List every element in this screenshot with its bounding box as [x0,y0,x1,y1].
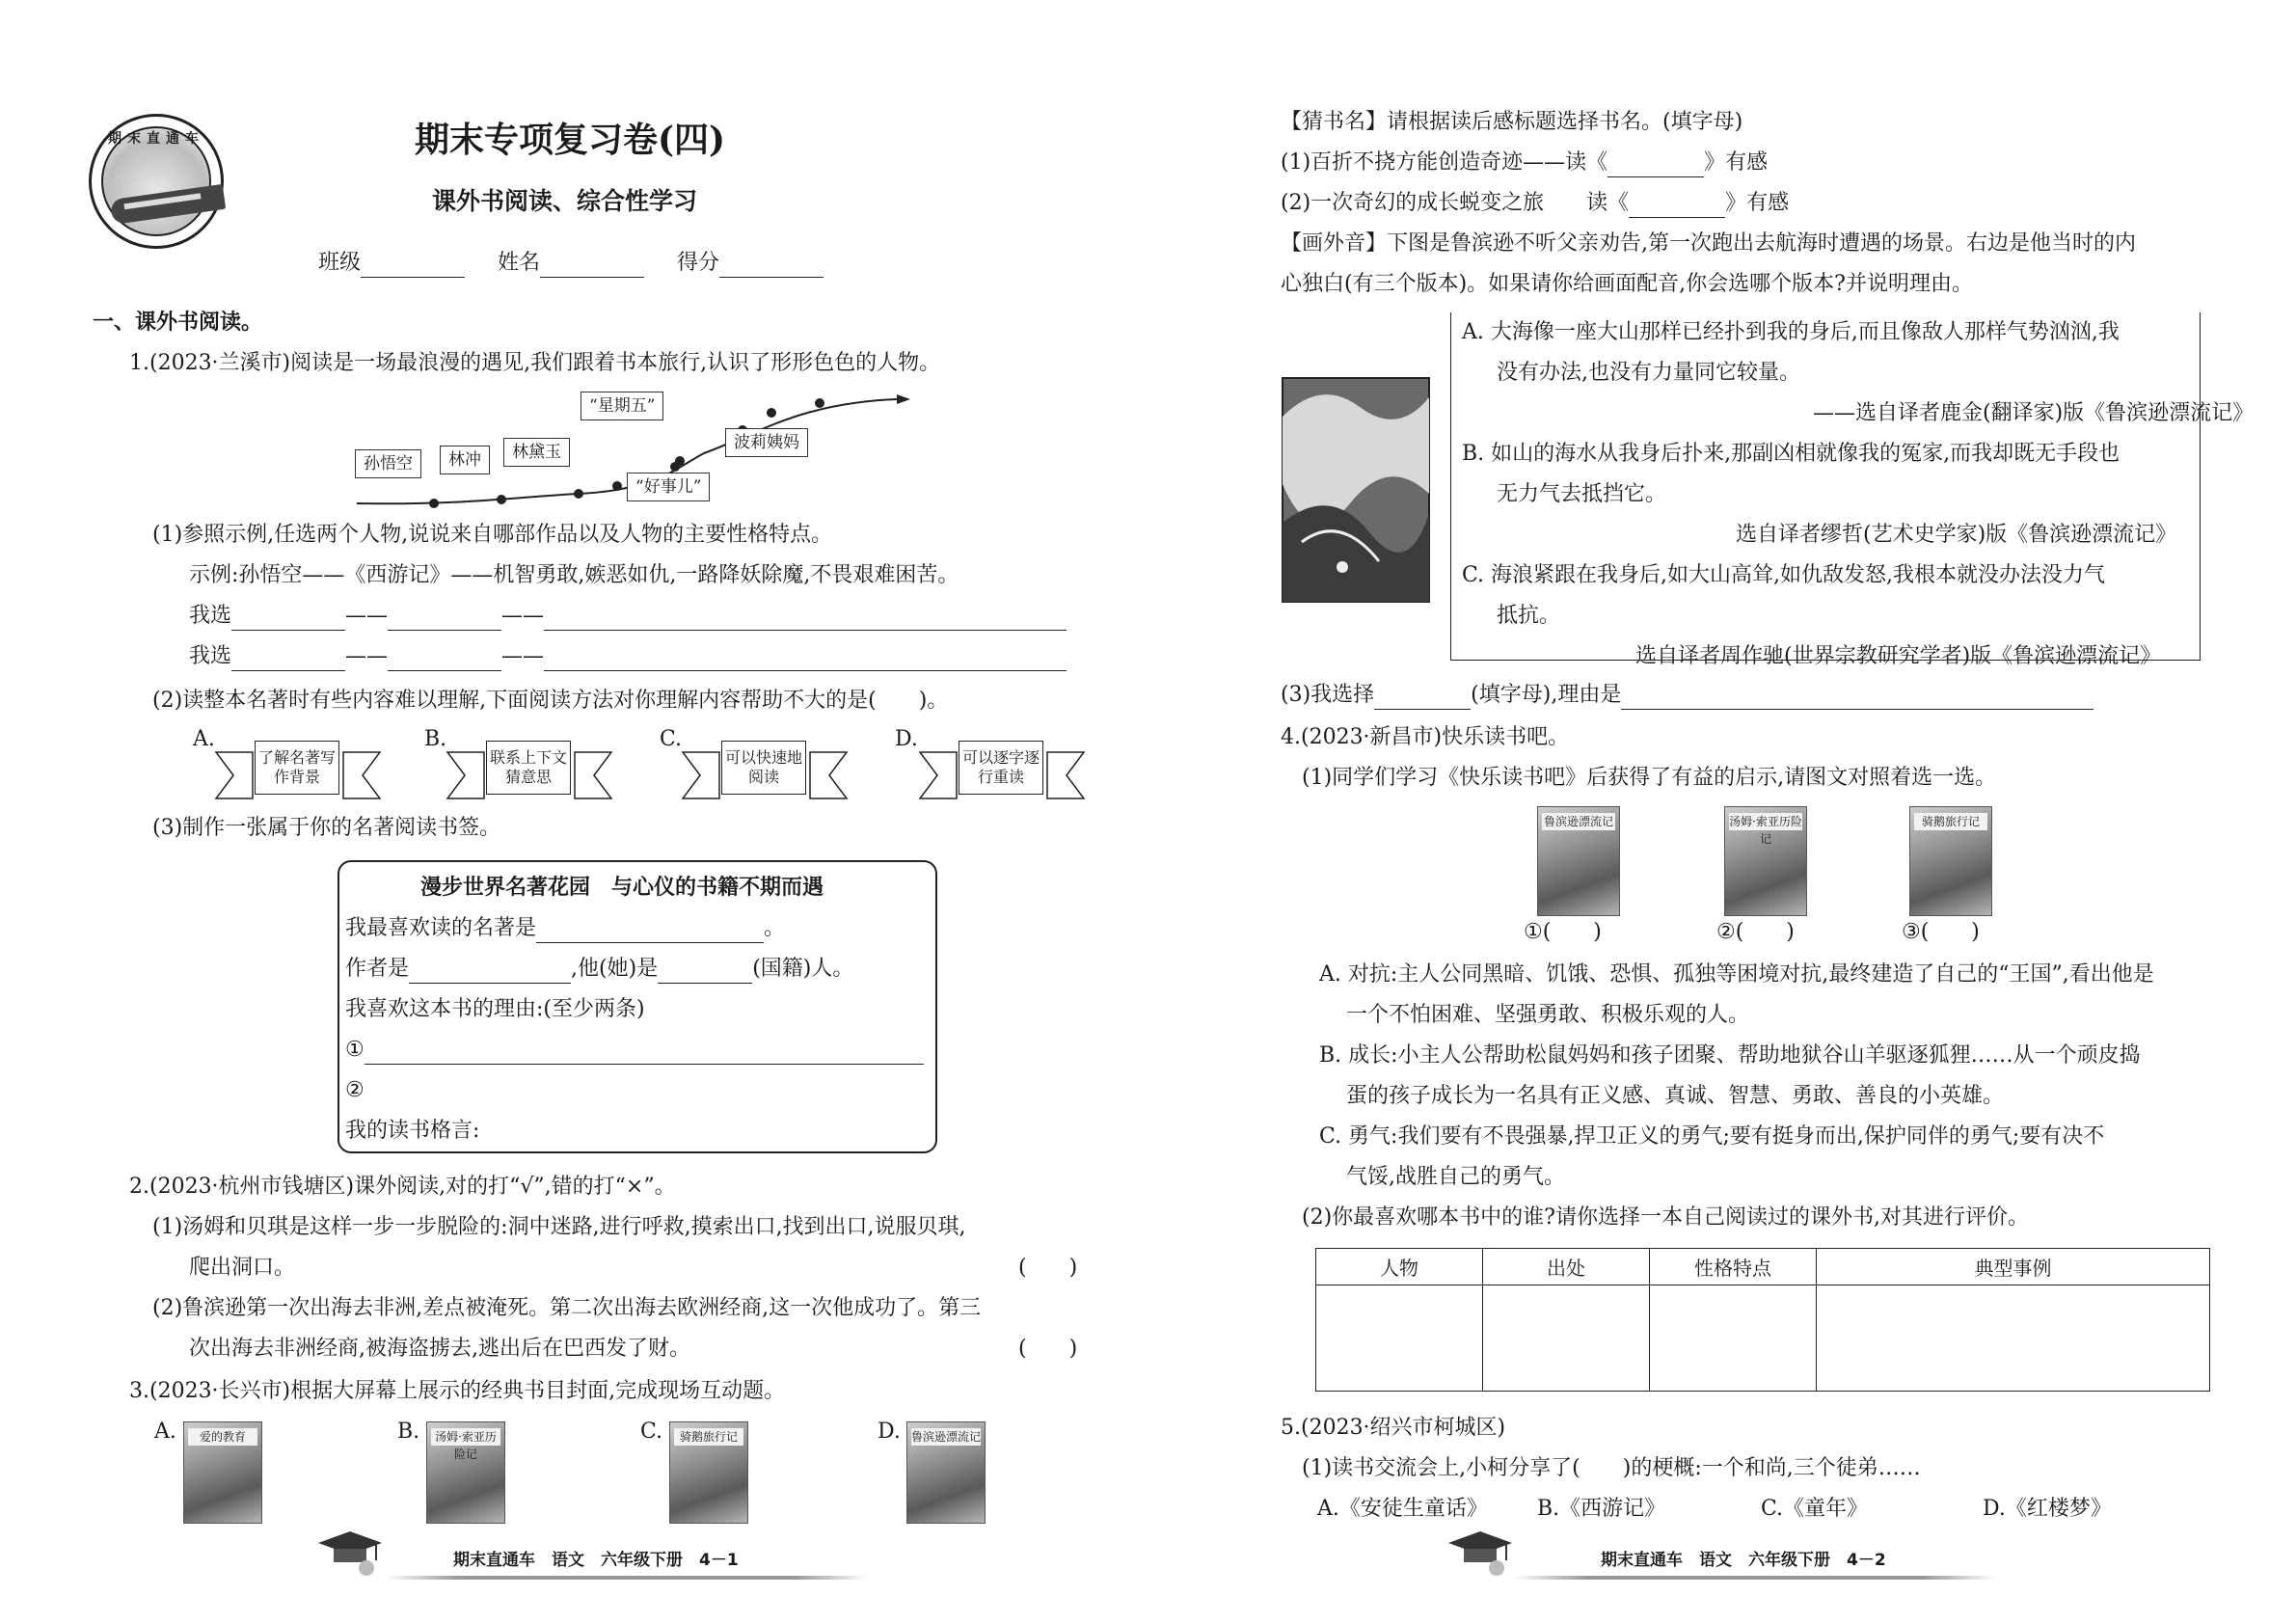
table-cell-input[interactable] [1817,1285,2210,1392]
cover-title: 鲁滨逊漂流记 [911,1430,982,1444]
label: 我最喜欢读的名著是 [345,916,537,940]
book-cover-image [1537,806,1620,916]
q2-item1-line1: (1)汤姆和贝琪是这样一步一步脱险的:洞中迷路,进行呼救,摸索出口,找到出口,说服贝琪, [152,1215,966,1239]
name-input[interactable] [540,256,644,278]
choose-label: 我选 [189,604,232,628]
q4-option-b-2: 蛋的孩子成长为一名具有正义感、真诚、智慧、勇敢、善良的小英雄。 [1346,1084,2005,1108]
cover-answer-3[interactable]: ③( ) [1902,920,1980,944]
q5-option-b[interactable]: B.《西游记》 [1537,1497,1666,1521]
book-cover-image [669,1421,748,1524]
dub-heading-1: 【画外音】下图是鲁滨逊不听父亲劝告,第一次跑出去航海时遭遇的场景。右边是他当时的内 [1281,231,2136,256]
q5-option-c[interactable]: C.《童年》 [1761,1497,1869,1521]
footer-text: 期末直通车 语文 六年级下册 4－2 [1601,1551,1886,1570]
dub-heading-2: 心独白(有三个版本)。如果请你给画面配音,你会选哪个版本?并说明理由。 [1281,272,1973,296]
graduation-cap-icon [1446,1528,1514,1578]
version-b-line1: B. 如山的海水从我身后扑来,那副凶相就像我的冤家,而我却既无手段也 [1462,442,2120,466]
dash: —— [345,604,389,628]
label: 作者是 [345,957,410,981]
book-letter-input[interactable] [1607,155,1704,177]
q5-part1: (1)读书交流会上,小柯分享了( )的梗概:一个和尚,三个徒弟…… [1302,1456,1921,1480]
answer-line[interactable] [544,609,1067,631]
evaluation-table [1315,1248,2210,1392]
q4-stem: 4.(2023·新昌市)快乐读书吧。 [1281,725,1570,749]
book-cover-image [906,1421,986,1524]
q5-option-a[interactable]: A.《安徒生童话》 [1317,1497,1488,1521]
nationality-input[interactable] [658,961,752,984]
character-bubble: 波莉姨妈 [725,428,808,457]
q1-example: 示例:孙悟空——《西游记》——机智勇敢,嫉恶如仇,一路降妖除魔,不畏艰难困苦。 [189,563,959,587]
label: ,他(她)是 [571,957,659,981]
guess-heading: 【猜书名】请根据读后感标题选择书名。(填字母) [1281,110,1743,134]
version-c-line2: 抵抗。 [1497,604,1561,628]
label: (国籍)人。 [752,957,854,981]
option-text: 可以逐字逐行重读 [959,741,1043,795]
dub-answer [1281,681,2093,710]
version-b-source: 选自译者缪哲(艺术史学家)版《鲁滨逊漂流记》 [1736,523,2177,547]
author-input[interactable] [409,961,571,984]
reason-input[interactable] [365,1042,924,1065]
character-bubble: “好事儿” [627,473,710,501]
q1-stem: 1.(2023·兰溪市)阅读是一场最浪漫的遇见,我们跟着书本旅行,认识了形形色色的人物。 [129,351,941,375]
answer-paren[interactable]: ( ) [1018,1256,1078,1280]
bookmark-line-3: 我喜欢这本书的理由:(至少两条) [345,997,645,1021]
q2-item2-line2: 次出海去非洲经商,被海盗掳去,逃出后在巴西发了财。 [189,1337,690,1361]
q5-option-d[interactable]: D.《红楼梦》 [1983,1497,2112,1521]
q4-part2: (2)你最喜欢哪本书中的谁?请你选择一本自己阅读过的课外书,对其进行评价。 [1302,1205,2029,1230]
bookmark-line-1 [345,914,785,943]
table-cell-input[interactable] [1650,1285,1817,1392]
book-cover-image [183,1421,262,1524]
version-b-line2: 无力气去抵挡它。 [1497,482,1667,506]
reason-input[interactable] [1621,688,2093,710]
logo-seal [89,114,224,249]
character-bubble: 孙悟空 [355,449,421,478]
table-header: 出处 [1483,1249,1650,1285]
q2-item1-line2: 爬出洞口。 [189,1256,296,1280]
option-letter: B. [424,727,447,751]
reason-1 [345,1036,924,1065]
character-bubble: “星期五” [581,392,663,420]
version-a-line2: 没有办法,也没有力量同它较量。 [1497,361,1800,385]
guess-item-2 [1281,189,1789,218]
option-letter: B. [397,1420,420,1444]
table-header: 性格特点 [1650,1249,1817,1285]
logo-text: 期末直通车 [108,131,204,147]
q4-option-a-2: 一个不怕困难、坚强勇敢、积极乐观的人。 [1346,1003,1750,1027]
label: 》有感 [1725,191,1790,215]
letter-input[interactable] [1374,688,1471,710]
cover-title: 骑鹅旅行记 [674,1428,743,1446]
answer-paren[interactable]: ( ) [1018,1337,1078,1361]
section-heading: 一、课外书阅读。 [93,311,263,335]
q2-item2-line1: (2)鲁滨逊第一次出海去非洲,差点被淹死。第二次出海去欧洲经商,这一次他成功了。第三 [152,1296,982,1320]
version-a-line1: A. 大海像一座大山那样已经扑到我的身后,而且像敌人那样气势汹汹,我 [1462,320,2120,344]
label: (1)百折不挠方能创造奇迹——读《 [1281,150,1608,175]
q1-part2: (2)读整本名著时有些内容难以理解,下面阅读方法对你理解内容帮助不大的是( )。 [152,689,949,713]
class-label: 班级 [318,251,362,275]
name-label: 姓名 [498,251,541,275]
character-bubble: 林黛玉 [503,438,570,467]
guess-item-1 [1281,149,1768,177]
train-icon [110,184,226,225]
choose-row-2 [189,642,1067,671]
option-text: 联系上下文猜意思 [486,741,571,795]
q4-option-c-1: C. 勇气:我们要有不畏强暴,捍卫正义的勇气;要有挺身而出,保护同伴的勇气;要有决不 [1319,1124,2105,1149]
favorite-book-input[interactable] [536,921,764,943]
footer-text: 期末直通车 语文 六年级下册 4－1 [453,1551,739,1570]
option-letter: D. [878,1420,901,1444]
answer-line[interactable] [231,609,345,631]
label: (填字母),理由是 [1471,683,1622,707]
label: (3)我选择 [1281,683,1375,707]
dash: —— [345,644,389,668]
graduation-cap-icon [316,1528,384,1578]
option-text: 可以快速地阅读 [721,741,806,795]
reason-2: ② [345,1078,365,1102]
option-letter: C. [660,727,683,751]
answer-line[interactable] [231,649,345,671]
answer-line[interactable] [544,649,1067,671]
q5-stem: 5.(2023·绍兴市柯城区) [1281,1416,1506,1440]
version-a-source: ——选自译者鹿金(翻译家)版《鲁滨逊漂流记》 [1813,401,2255,425]
class-input[interactable] [361,256,465,278]
book-letter-input[interactable] [1629,196,1725,218]
dash: —— [501,644,545,668]
cover-title: 汤姆·索亚历险记 [1729,815,1802,846]
dash: —— [501,604,545,628]
score-input[interactable] [719,256,824,278]
bookmark-line-2 [345,955,853,984]
q1-part1: (1)参照示例,任选两个人物,说说来自哪部作品以及人物的主要性格特点。 [152,523,833,547]
info-fields [318,249,824,278]
answer-line[interactable] [388,649,501,671]
book-cover-image [1724,806,1807,916]
storm-sea-illustration [1283,378,1429,602]
option-letter: A. [154,1420,176,1444]
page-title: 期末专项复习卷(四) [415,120,726,160]
period: 。 [764,916,786,940]
version-c-line1: C. 海浪紧跟在我身后,如大山高耸,如仇敌发怒,我根本就没办法没力气 [1462,563,2106,587]
bookmark-motto: 我的读书格言: [345,1119,480,1143]
version-c-source: 选自译者周作驰(世界宗教研究学者)版《鲁滨逊漂流记》 [1635,644,2162,668]
cover-title: 爱的教育 [188,1428,257,1446]
answer-line[interactable] [388,609,501,631]
option-letter: A. [193,727,215,751]
footer-rule [386,1576,868,1580]
q4-option-c-2: 气馁,战胜自己的勇气。 [1346,1165,1565,1189]
table-header: 人物 [1316,1249,1483,1285]
table-header: 典型事例 [1817,1249,2210,1285]
choose-label: 我选 [189,644,232,668]
page-subtitle: 课外书阅读、综合性学习 [432,187,698,215]
cover-title: 骑鹅旅行记 [1914,813,1987,830]
q4-part1: (1)同学们学习《快乐读书吧》后获得了有益的启示,请图文对照着选一选。 [1302,766,1997,790]
label: 》有感 [1704,150,1769,175]
cover-title: 鲁滨逊漂流记 [1543,815,1613,828]
book-cover-image [1909,806,1992,916]
footer-rule [1514,1576,1996,1580]
table-cell-input[interactable] [1483,1285,1650,1392]
choose-row-1 [189,602,1067,631]
option-text: 了解名著写作背景 [255,741,339,795]
q3-stem: 3.(2023·长兴市)根据大屏幕上展示的经典书目封面,完成现场互动题。 [129,1379,786,1403]
option-letter: C. [640,1420,663,1444]
cover-answer-2[interactable]: ②( ) [1716,920,1795,944]
book-cover-image [426,1421,505,1524]
bookmark-heading: 漫步世界名著花园 与心仪的书籍不期而遇 [420,876,824,900]
table-cell-input[interactable] [1316,1285,1483,1392]
q4-option-b-1: B. 成长:小主人公帮助松鼠妈妈和孩子团聚、帮助地狱谷山羊驱逐狐狸……从一个顽皮捣 [1319,1043,2141,1068]
q2-stem: 2.(2023·杭州市钱塘区)课外阅读,对的打“√”,错的打“×”。 [129,1175,676,1199]
q1-part3: (3)制作一张属于你的名著阅读书签。 [152,816,501,840]
character-bubble: 林冲 [440,446,490,474]
score-label: 得分 [677,251,720,275]
label: ① [345,1038,365,1062]
option-letter: D. [895,727,918,751]
cover-title: 汤姆·索亚历险记 [431,1428,500,1446]
q4-option-a-1: A. 对抗:主人公同黑暗、饥饿、恐惧、孤独等困境对抗,最终建造了自己的“王国”,看出他是 [1319,962,2154,987]
cover-answer-1[interactable]: ①( ) [1524,920,1602,944]
label: (2)一次奇幻的成长蜕变之旅 读《 [1281,191,1630,215]
